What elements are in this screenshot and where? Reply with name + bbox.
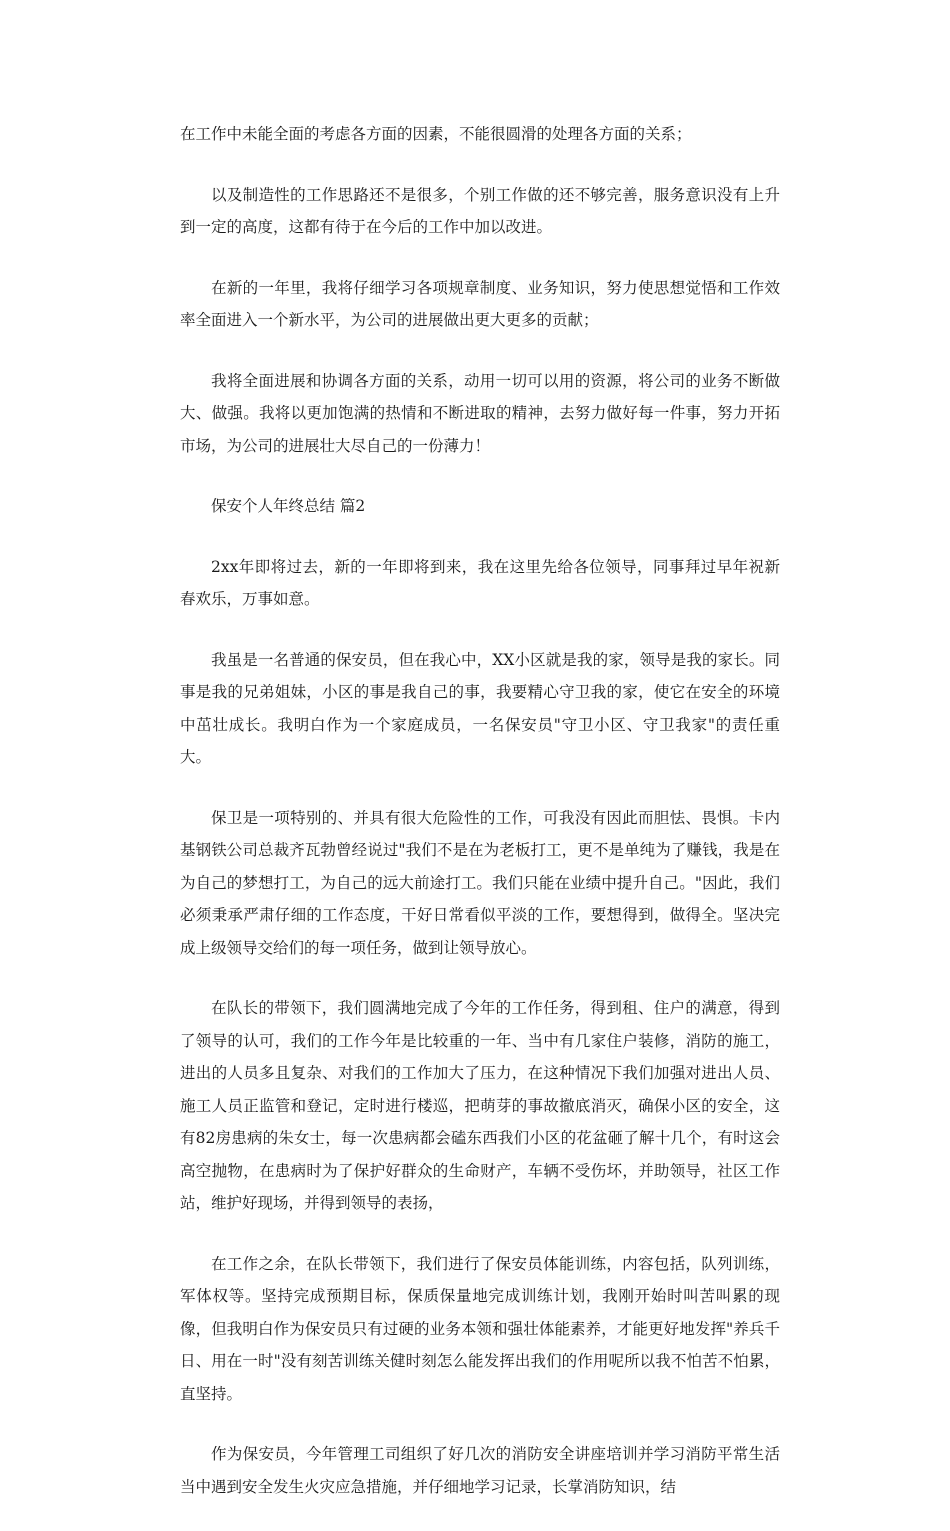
paragraph: 在工作中未能全面的考虑各方面的因素，不能很圆滑的处理各方面的关系； (180, 125, 692, 143)
paragraph: 保卫是一项特别的、并具有很大危险性的工作，可我没有因此而胆怯、畏惧。卡内基钢铁公司总裁齐瓦勃曾经说过"我们不是在为老板打工，更不是单纯为了赚钱，我是在为自己的梦想打工，为自己的远大前途打工。我们只能在业绩中提升自己。"因此，我们必须秉承严肃仔细的工作态度，干好日常看似平淡的工作，要想得到，做得全。坚决完成上级领导交给们的每一项任务，做到让领导放心。 (180, 808, 780, 957)
paragraph: 在新的一年里，我将仔细学习各项规章制度、业务知识，努力使思想觉悟和工作效率全面进入一个新水平，为公司的进展做出更大更多的贡献； (180, 278, 780, 329)
section-title: 保安个人年终总结 篇2 (211, 497, 366, 515)
paragraph: 在队长的带领下，我们圆满地完成了今年的工作任务，得到租、住户的满意，得到了领导的认可，我们的工作今年是比较重的一年、当中有几家住户装修，消防的施工，进出的人员多且复杂、对我们的工作加大了压力，在这种情况下我们加强对进出人员、施工人员正监管和登记，定时进行楼巡，把萌芽的事故撤底消灭，确保小区的安全，这有82房患病的朱女士，每一次患病都会磕东西我们小区的花盆砸了解十几个，有时这会高空抛物，在患病时为了保护好群众的生命财产，车辆不受伤坏，并助领导，社区工作站，维护好现场，并得到领导的表扬， (180, 999, 780, 1212)
paragraph: 在工作之余，在队长带领下，我们进行了保安员体能训练，内容包括，队列训练，军体权等。坚持完成预期目标，保质保量地完成训练计划，我刚开始时叫苦叫累的现像，但我明白作为保安员只有过硬的业务本领和强壮体能素养，才能更好地发挥"养兵千日、用在一时"没有刻苦训练关健时刻怎么能发挥出我们的作用呢所以我不怕苦不怕累，直坚持。 (180, 1254, 780, 1403)
paragraph: 我虽是一名普通的保安员，但在我心中，XX小区就是我的家，领导是我的家长。同事是我的兄弟姐妹，小区的事是我自己的事，我要精心守卫我的家，使它在安全的环境中茁壮成长。我明白作为一个家庭成员，一名保安员"守卫小区、守卫我家"的责任重大。 (180, 650, 780, 766)
document-page (180, 118, 780, 1531)
paragraph: 2xx年即将过去，新的一年即将到来，我在这里先给各位领导，同事拜过早年祝新春欢乐，万事如意。 (180, 557, 780, 608)
paragraph: 以及制造性的工作思路还不是很多，个别工作做的还不够完善，服务意识没有上升到一定的高度，这都有待于在今后的工作中加以改进。 (180, 185, 780, 236)
paragraph: 我将全面进展和协调各方面的关系，动用一切可以用的资源，将公司的业务不断做大、做强。我将以更加饱满的热情和不断进取的精神，去努力做好每一件事，努力开拓市场，为公司的进展壮大尽自己的一份薄力！ (180, 371, 780, 455)
paragraph: 作为保安员，今年管理工司组织了好几次的消防安全讲座培训并学习消防平常生活当中遇到安全发生火灾应急措施，并仔细地学习记录，长掌消防知识，结 (180, 1445, 780, 1496)
